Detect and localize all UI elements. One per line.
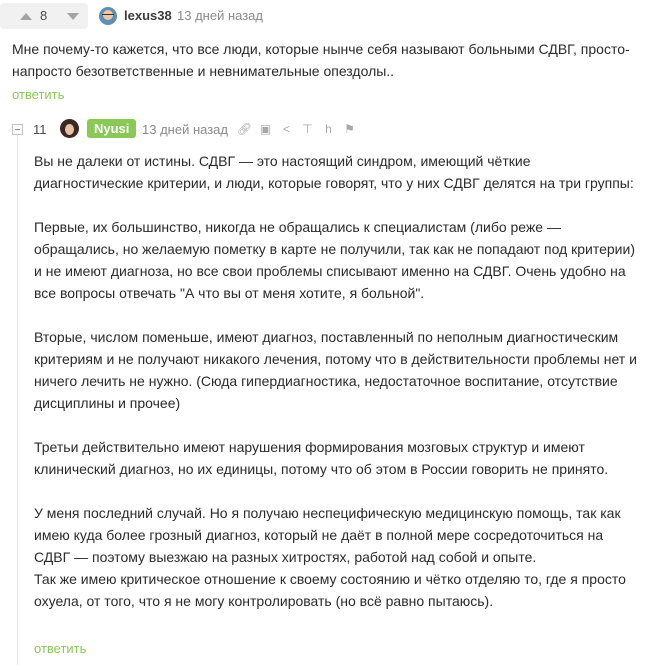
comment-actions [234, 120, 360, 138]
comment-rating: 11 [33, 122, 47, 137]
report-flag-icon[interactable]: ⚑ [344, 122, 355, 136]
share-icon[interactable]: < [282, 122, 290, 136]
comment-timestamp[interactable]: 13 дней назад [142, 122, 228, 137]
reply-button[interactable]: ответить [34, 641, 87, 656]
comment-paragraph: Первые, их большинство, никогда не обращались к специалистам (либо реже — обращались, но желаемую пометку в карте не получили, так как не попадают под критерии) и не имеют диагноза, но все свои проблемы списывают именно на СДВГ. Очень удобно на все вопросы отвечать "А что вы от меня хотите, я больной". [34, 219, 635, 301]
collapse-thread-icon[interactable] [12, 124, 23, 135]
reply-button[interactable]: ответить [12, 87, 65, 102]
comment-text: Мне почему-то кажется, что все люди, которые нынче себя называют больными СДВГ, просто- напросто безответственные и невнимательные опездолы.. [12, 41, 630, 79]
thread-line[interactable] [17, 130, 18, 665]
vote-widget [0, 3, 88, 29]
author-badge[interactable]: Nyusi [87, 119, 136, 138]
parent-comment-icon[interactable]: ⊤ [302, 122, 313, 136]
branch-icon[interactable]: h [325, 122, 332, 136]
comment-text [34, 150, 638, 612]
comment-paragraph: У меня последний случай. Но я получаю неспецифическую медицинскую помощь, так как имею куда более грозный диагноз, который не даёт в полной мере сосредоточиться на СДВГ — поэтому выезжаю на разных хитростях, работой над собой и опыте. [34, 505, 621, 565]
avatar[interactable] [99, 7, 117, 25]
link-icon[interactable]: 🔗︎ [236, 122, 253, 136]
avatar[interactable] [60, 119, 79, 138]
upvote-icon[interactable] [20, 13, 32, 20]
downvote-icon[interactable] [67, 13, 79, 20]
comment-paragraph: Вторые, числом поменьше, имеют диагноз, поставленный по неполным диагностическим критериям и не получают никакого лечения, потому что в действительности проблемы нет и ничего лечить не нужно. (Сюда гипердиагностика, недостаточное воспитание, отсутствие дисциплины и прочее) [34, 329, 637, 411]
comment-paragraph: Третьи действительно имеют нарушения формирования мозговых структур и имеют клинический диагноз, но их единицы, потому что об этом в России говорить не принято. [34, 439, 609, 477]
comment-paragraph: Вы не далеки от истины. СДВГ — это настоящий синдром, имеющий чёткие диагностические критерии, и люди, которые говорят, что у них СДВГ делятся на три группы: [34, 153, 634, 191]
comment-paragraph: Так же имею критическое отношение к своему состоянию и чётко отделяю то, где я просто охуела, от того, что я не могу контролировать (но всё равно пытаюсь). [34, 571, 626, 609]
vote-count: 8 [40, 8, 48, 23]
comment-timestamp[interactable]: 13 дней назад [177, 8, 263, 23]
author-name[interactable]: lexus38 [124, 8, 172, 23]
comment-header [0, 0, 650, 32]
save-icon[interactable]: ▣ [259, 122, 272, 136]
